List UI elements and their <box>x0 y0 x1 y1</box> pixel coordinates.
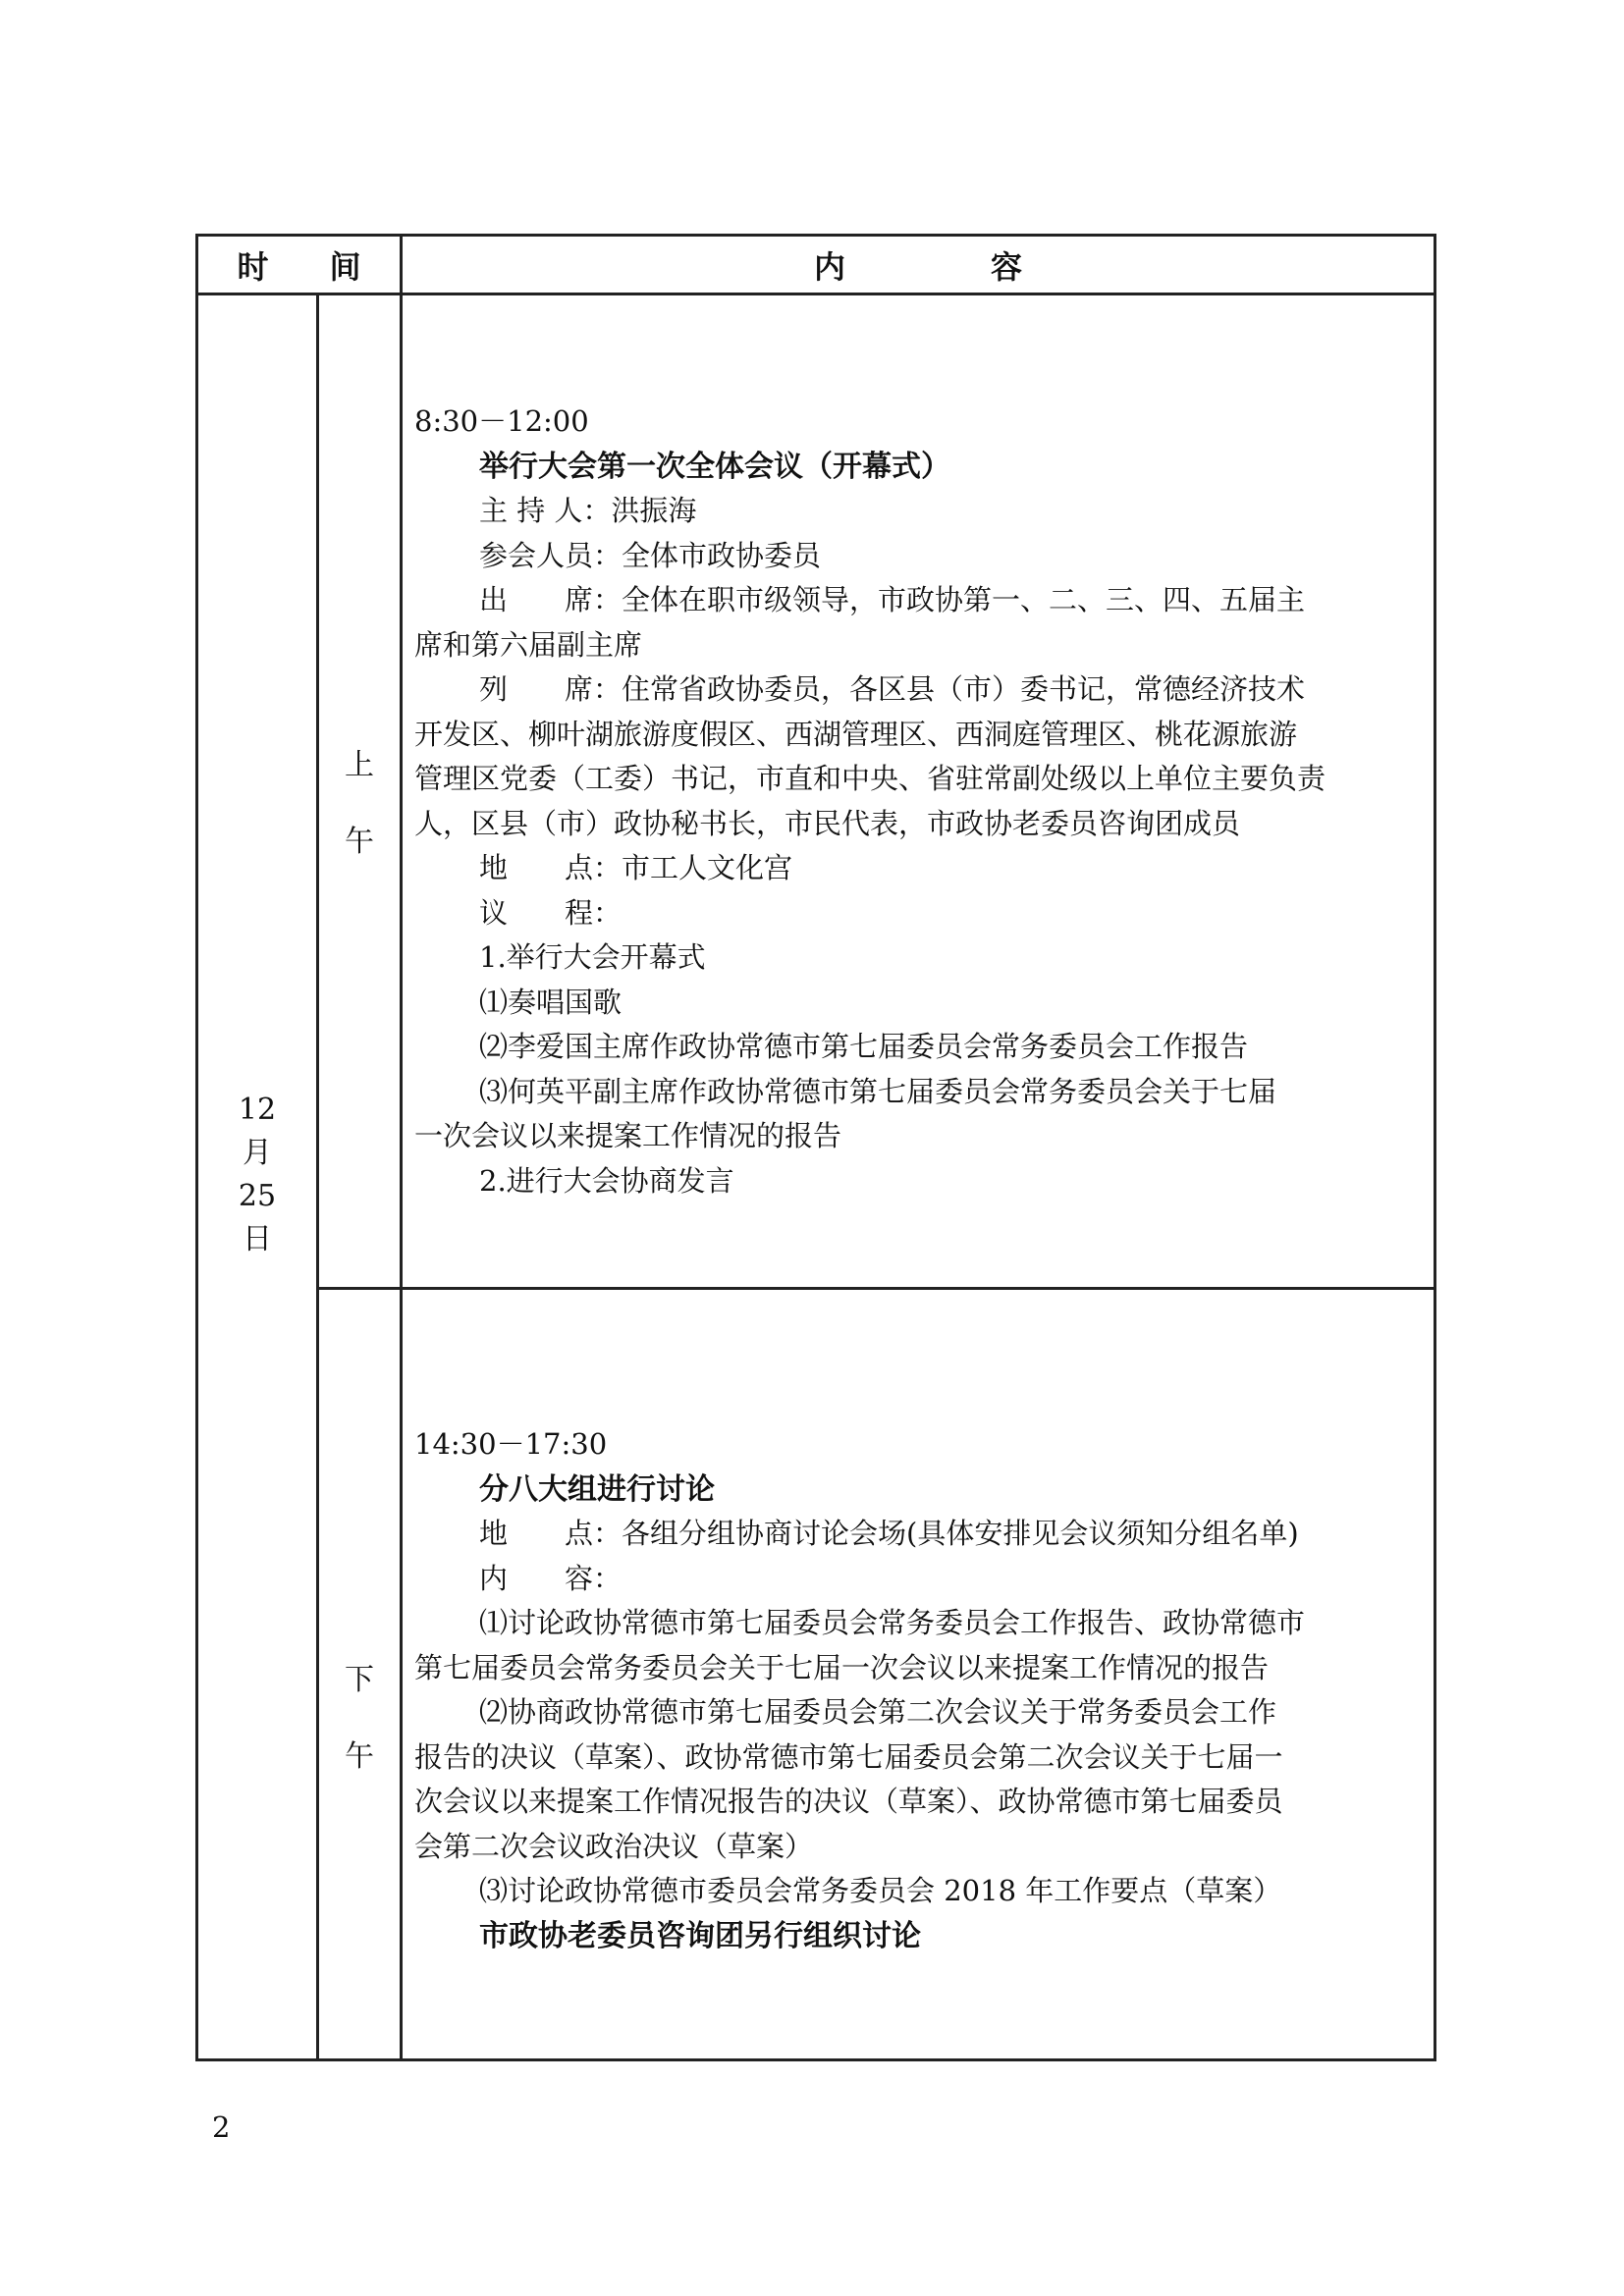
afternoon-label <box>319 1642 400 1795</box>
afternoon-line: ⑵协商政协常德市第七届委员会第二次会议关于常务委员会工作 <box>479 1695 1277 1729</box>
session-divider <box>316 1287 1434 1290</box>
morning-title: 举行大会第一次全体会议（开幕式） <box>479 449 950 484</box>
date-day-char: 日 <box>243 1222 272 1256</box>
morning-line: ⑶何英平副主席作政协常德市第七届委员会常务委员会关于七届 <box>479 1074 1277 1108</box>
date-cell <box>198 1089 316 1261</box>
date-day-number: 25 <box>238 1179 277 1213</box>
afternoon-label-char-2: 午 <box>345 1739 374 1774</box>
morning-label-char-1: 上 <box>345 748 374 782</box>
morning-line: 议 程： <box>479 895 623 930</box>
morning-line: 一次会议以来提案工作情况的报告 <box>414 1119 842 1152</box>
afternoon-line: 次会议以来提案工作情况报告的决议（草案）、政协常德市第七届委员 <box>414 1785 1283 1818</box>
morning-line: 席和第六届副主席 <box>414 627 643 662</box>
morning-session-content <box>414 400 1426 1203</box>
afternoon-line: 内 容： <box>479 1561 623 1595</box>
morning-line: 出 席：全体在职市级领导，市政协第一、二、三、四、五届主 <box>479 583 1306 616</box>
afternoon-line: 地 点：各组分组协商讨论会场(具体安排见会议须知分组名单) <box>479 1517 1299 1550</box>
header-content <box>403 237 1434 293</box>
afternoon-label-char-1: 下 <box>345 1663 374 1697</box>
header-divider <box>198 293 1434 295</box>
morning-line: 1.举行大会开幕式 <box>479 940 706 974</box>
afternoon-line: 第七届委员会常务委员会关于七届一次会议以来提案工作情况的报告 <box>414 1650 1270 1684</box>
afternoon-line: ⑶讨论政协常德市委员会常务委员会 2018 年工作要点（草案） <box>479 1874 1282 1907</box>
morning-line: 管理区党委（工委）书记，市直和中央、省驻常副处级以上单位主要负责 <box>414 762 1326 795</box>
morning-line: 参会人员：全体市政协委员 <box>479 538 822 572</box>
morning-line: 2.进行大会协商发言 <box>479 1163 734 1198</box>
morning-line: 地 点：市工人文化宫 <box>479 851 793 884</box>
morning-line: ⑴奏唱国歌 <box>479 985 623 1019</box>
morning-line: 人，区县（市）政协秘书长，市民代表，市政协老委员咨询团成员 <box>414 806 1241 840</box>
date-month-number: 12 <box>238 1093 277 1127</box>
morning-line: 开发区、柳叶湖旅游度假区、西湖管理区、西洞庭管理区、桃花源旅游 <box>414 717 1298 751</box>
afternoon-line: 报告的决议（草案）、政协常德市第七届委员会第二次会议关于七届一 <box>414 1739 1283 1774</box>
header-time-char-2: 间 <box>329 247 361 286</box>
schedule-table <box>195 234 1436 2061</box>
morning-line: ⑵李爱国主席作政协常德市第七届委员会常务委员会工作报告 <box>479 1030 1249 1063</box>
morning-line: 主 持 人：洪振海 <box>479 494 697 527</box>
afternoon-title: 分八大组进行讨论 <box>479 1471 715 1507</box>
afternoon-session-content <box>414 1422 1426 1958</box>
header-time <box>198 237 400 293</box>
column-divider-time <box>400 237 403 2058</box>
afternoon-line: ⑴讨论政协常德市第七届委员会常务委员会工作报告、政协常德市 <box>479 1606 1306 1639</box>
afternoon-closing: 市政协老委员咨询团另行组织讨论 <box>479 1918 921 1953</box>
header-content-char-1: 内 <box>813 247 845 286</box>
header-time-char-1: 时 <box>237 247 269 286</box>
morning-label-char-2: 午 <box>345 825 374 859</box>
page-number: 2 <box>212 2110 231 2144</box>
morning-time: 8:30－12:00 <box>414 404 589 438</box>
date-month-char: 月 <box>243 1136 272 1170</box>
afternoon-time: 14:30－17:30 <box>414 1427 608 1461</box>
header-content-char-2: 容 <box>991 247 1023 286</box>
morning-label <box>319 727 400 881</box>
afternoon-line: 会第二次会议政治决议（草案） <box>414 1829 814 1863</box>
morning-line: 列 席：住常省政协委员，各区县（市）委书记，常德经济技术 <box>479 672 1306 706</box>
